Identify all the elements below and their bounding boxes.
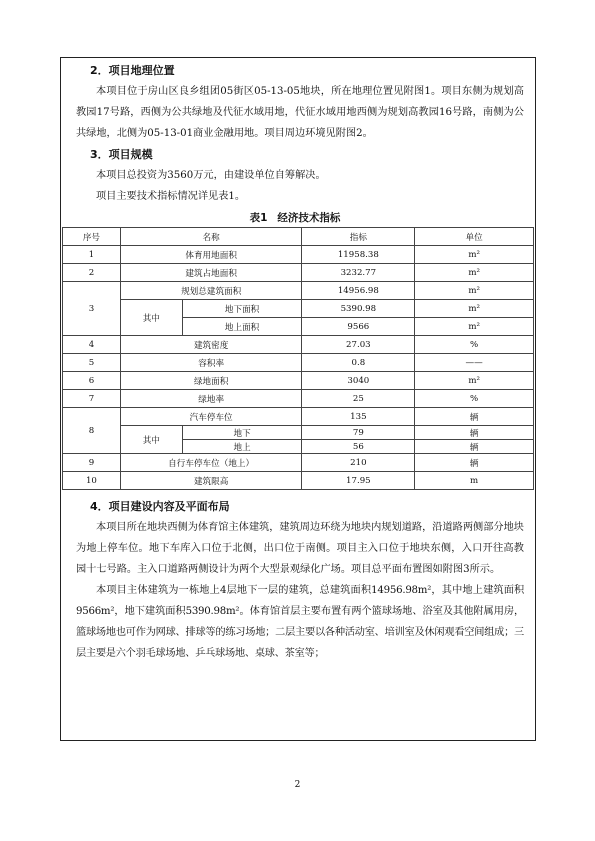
row-name: 绿地面积 (120, 372, 302, 390)
table-caption-title: 经济技术指标 (277, 212, 341, 224)
subrow-name: 地下 (182, 426, 302, 440)
header-unit: 单位 (415, 228, 534, 246)
row-group-label: 其中 (120, 300, 182, 336)
section-3-paragraph-1: 本项目总投资为3560万元，由建设单位自筹解决。 (96, 170, 326, 181)
row-unit: m² (415, 282, 534, 300)
section-2-heading: 2．项目地理位置 (90, 64, 175, 77)
section-4-heading: 4．项目建设内容及平面布局 (90, 500, 230, 513)
row-name: 体育用地面积 (120, 246, 302, 264)
row-name: 绿地率 (120, 390, 302, 408)
row-value: 135 (302, 408, 415, 426)
table-subrow (63, 426, 534, 440)
row-unit: % (415, 390, 534, 408)
row-name: 建筑限高 (120, 472, 302, 490)
row-no: 4 (63, 336, 121, 354)
subrow-unit: m² (415, 318, 534, 336)
row-no: 9 (63, 454, 121, 472)
row-value: 11958.38 (302, 246, 415, 264)
subrow-name: 地上 (182, 440, 302, 454)
table-row (63, 372, 534, 390)
row-no: 5 (63, 354, 121, 372)
row-unit: m² (415, 372, 534, 390)
table-row (63, 336, 534, 354)
row-name: 容积率 (120, 354, 302, 372)
row-value: 14956.98 (302, 282, 415, 300)
section-3-paragraph-2: 项目主要技术指标情况详见表1。 (96, 191, 246, 202)
row-value: 27.03 (302, 336, 415, 354)
table-caption (76, 209, 524, 227)
row-no: 7 (63, 390, 121, 408)
economic-indicators-table (62, 227, 534, 490)
row-no: 2 (63, 264, 121, 282)
table-row (63, 282, 534, 300)
row-name: 汽车停车位 (120, 408, 302, 426)
subrow-unit: 辆 (415, 426, 534, 440)
section-4-paragraph-2: 本项目主体建筑为一栋地上4层地下一层的建筑，总建筑面积14956.98m²，其中地上建筑面积9566m²，地下建筑面积5390.98m²。体育馆首层主要布置有两个篮球场地、浴室及其他附属用房，篮球场地也可作为网球、排球等的练习场地；二层主要以各种活动室、培训室及休闲观看空间组成；三层主要是六个羽毛球场地、乒乓球场地、桌球、茶室等； (76, 585, 524, 659)
row-unit: m² (415, 246, 534, 264)
row-no: 1 (63, 246, 121, 264)
row-name: 建筑占地面积 (120, 264, 302, 282)
row-unit: m² (415, 264, 534, 282)
table-row (63, 354, 534, 372)
document-body (76, 60, 524, 664)
row-value: 25 (302, 390, 415, 408)
row-no: 10 (63, 472, 121, 490)
row-value: 17.95 (302, 472, 415, 490)
table-row (63, 390, 534, 408)
row-no: 8 (63, 408, 121, 454)
page-number: 2 (294, 780, 301, 790)
subrow-value: 56 (302, 440, 415, 454)
subrow-name: 地下面积 (182, 300, 302, 318)
table-row (63, 408, 534, 426)
subrow-unit: m² (415, 300, 534, 318)
subrow-name: 地上面积 (182, 318, 302, 336)
table-row (63, 472, 534, 490)
row-value: 210 (302, 454, 415, 472)
subrow-value: 5390.98 (302, 300, 415, 318)
row-unit: —— (415, 354, 534, 372)
row-group-label: 其中 (120, 426, 182, 454)
section-2-paragraph: 本项目位于房山区良乡组团05街区05-13-05地块，所在地理位置见附图1。项目东侧为规划高教园17号路，西侧为公共绿地及代征水域用地，代征水域用地西侧为规划高教园16号路，南侧为公共绿地，北侧为05-13-01商业金融用地。项目周边环境见附图2。 (76, 86, 524, 139)
table-row (63, 246, 534, 264)
table-caption-number: 表1 (249, 212, 268, 224)
row-unit: % (415, 336, 534, 354)
row-unit: m (415, 472, 534, 490)
table-header-row (63, 228, 534, 246)
table-row (63, 454, 534, 472)
row-unit: 辆 (415, 408, 534, 426)
table-subrow (63, 300, 534, 318)
row-value: 3232.77 (302, 264, 415, 282)
row-unit: 辆 (415, 454, 534, 472)
section-3-heading: 3．项目规模 (90, 148, 153, 161)
section-4-paragraph-1: 本项目所在地块西侧为体育馆主体建筑，建筑周边环绕为地块内规划道路，沿道路两侧部分地块为地上停车位。地下车库入口位于北侧，出口位于南侧。项目主入口位于地块东侧，入口开往高教园十七号路。主入口道路两侧设计为两个大型景观绿化广场。项目总平面布置图如附图3所示。 (76, 522, 524, 575)
row-name: 规划总建筑面积 (120, 282, 302, 300)
subrow-value: 9566 (302, 318, 415, 336)
subrow-value: 79 (302, 426, 415, 440)
header-value: 指标 (302, 228, 415, 246)
row-name: 建筑密度 (120, 336, 302, 354)
header-no: 序号 (63, 228, 121, 246)
table-row (63, 264, 534, 282)
row-no: 3 (63, 282, 121, 336)
row-value: 0.8 (302, 354, 415, 372)
subrow-unit: 辆 (415, 440, 534, 454)
header-name: 名称 (120, 228, 302, 246)
row-value: 3040 (302, 372, 415, 390)
row-name: 自行车停车位（地上） (120, 454, 302, 472)
row-no: 6 (63, 372, 121, 390)
